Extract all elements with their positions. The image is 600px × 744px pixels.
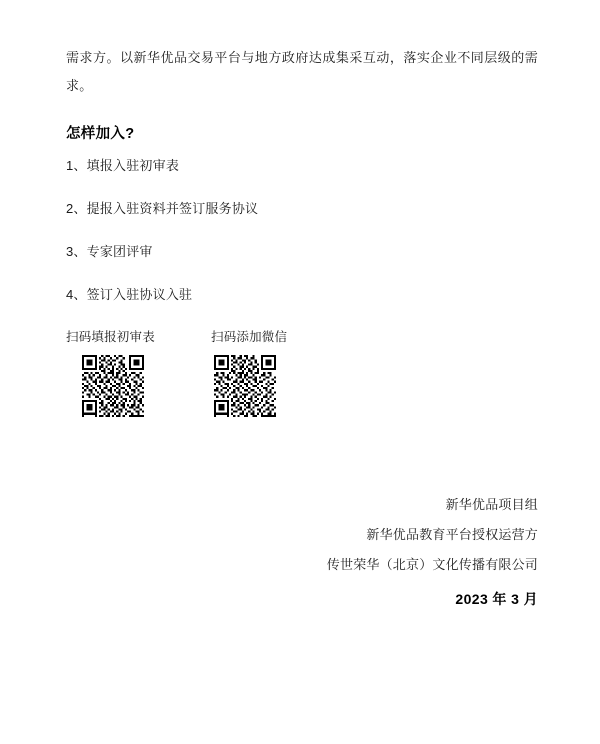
- qr-code-wechat-block: [211, 327, 287, 417]
- body-paragraph: 需求方。以新华优品交易平台与地方政府达成集采互动，落实企业不同层级的需求。: [66, 50, 538, 93]
- step-item-1: 1、填报入驻初审表: [66, 158, 180, 173]
- signature-line-3: 传世荣华（北京）文化传播有限公司: [326, 557, 538, 572]
- signature-line-1: 新华优品项目组: [445, 497, 538, 512]
- step-item-4: 4、签订入驻协议入驻: [66, 287, 193, 302]
- qr-code-application-form-caption: 扫码填报初审表: [66, 330, 155, 344]
- step-item-2: 2、提报入驻资料并签订服务协议: [66, 201, 259, 216]
- qr-code-wechat[interactable]: [214, 355, 276, 417]
- step-item-3: 3、专家团评审: [66, 244, 153, 259]
- qr-code-row: [66, 327, 538, 423]
- qr-code-application-form-block: [66, 327, 155, 417]
- qr-code-wechat-caption: 扫码添加微信: [211, 330, 288, 344]
- section-heading: 怎样加入?: [66, 126, 135, 142]
- document-content: [66, 44, 538, 423]
- signature-line-2: 新华优品教育平台授权运营方: [366, 527, 538, 542]
- qr-code-application-form[interactable]: [82, 355, 144, 417]
- signature-block: [66, 490, 538, 614]
- signature-date: 2023 年 3 月: [455, 591, 538, 607]
